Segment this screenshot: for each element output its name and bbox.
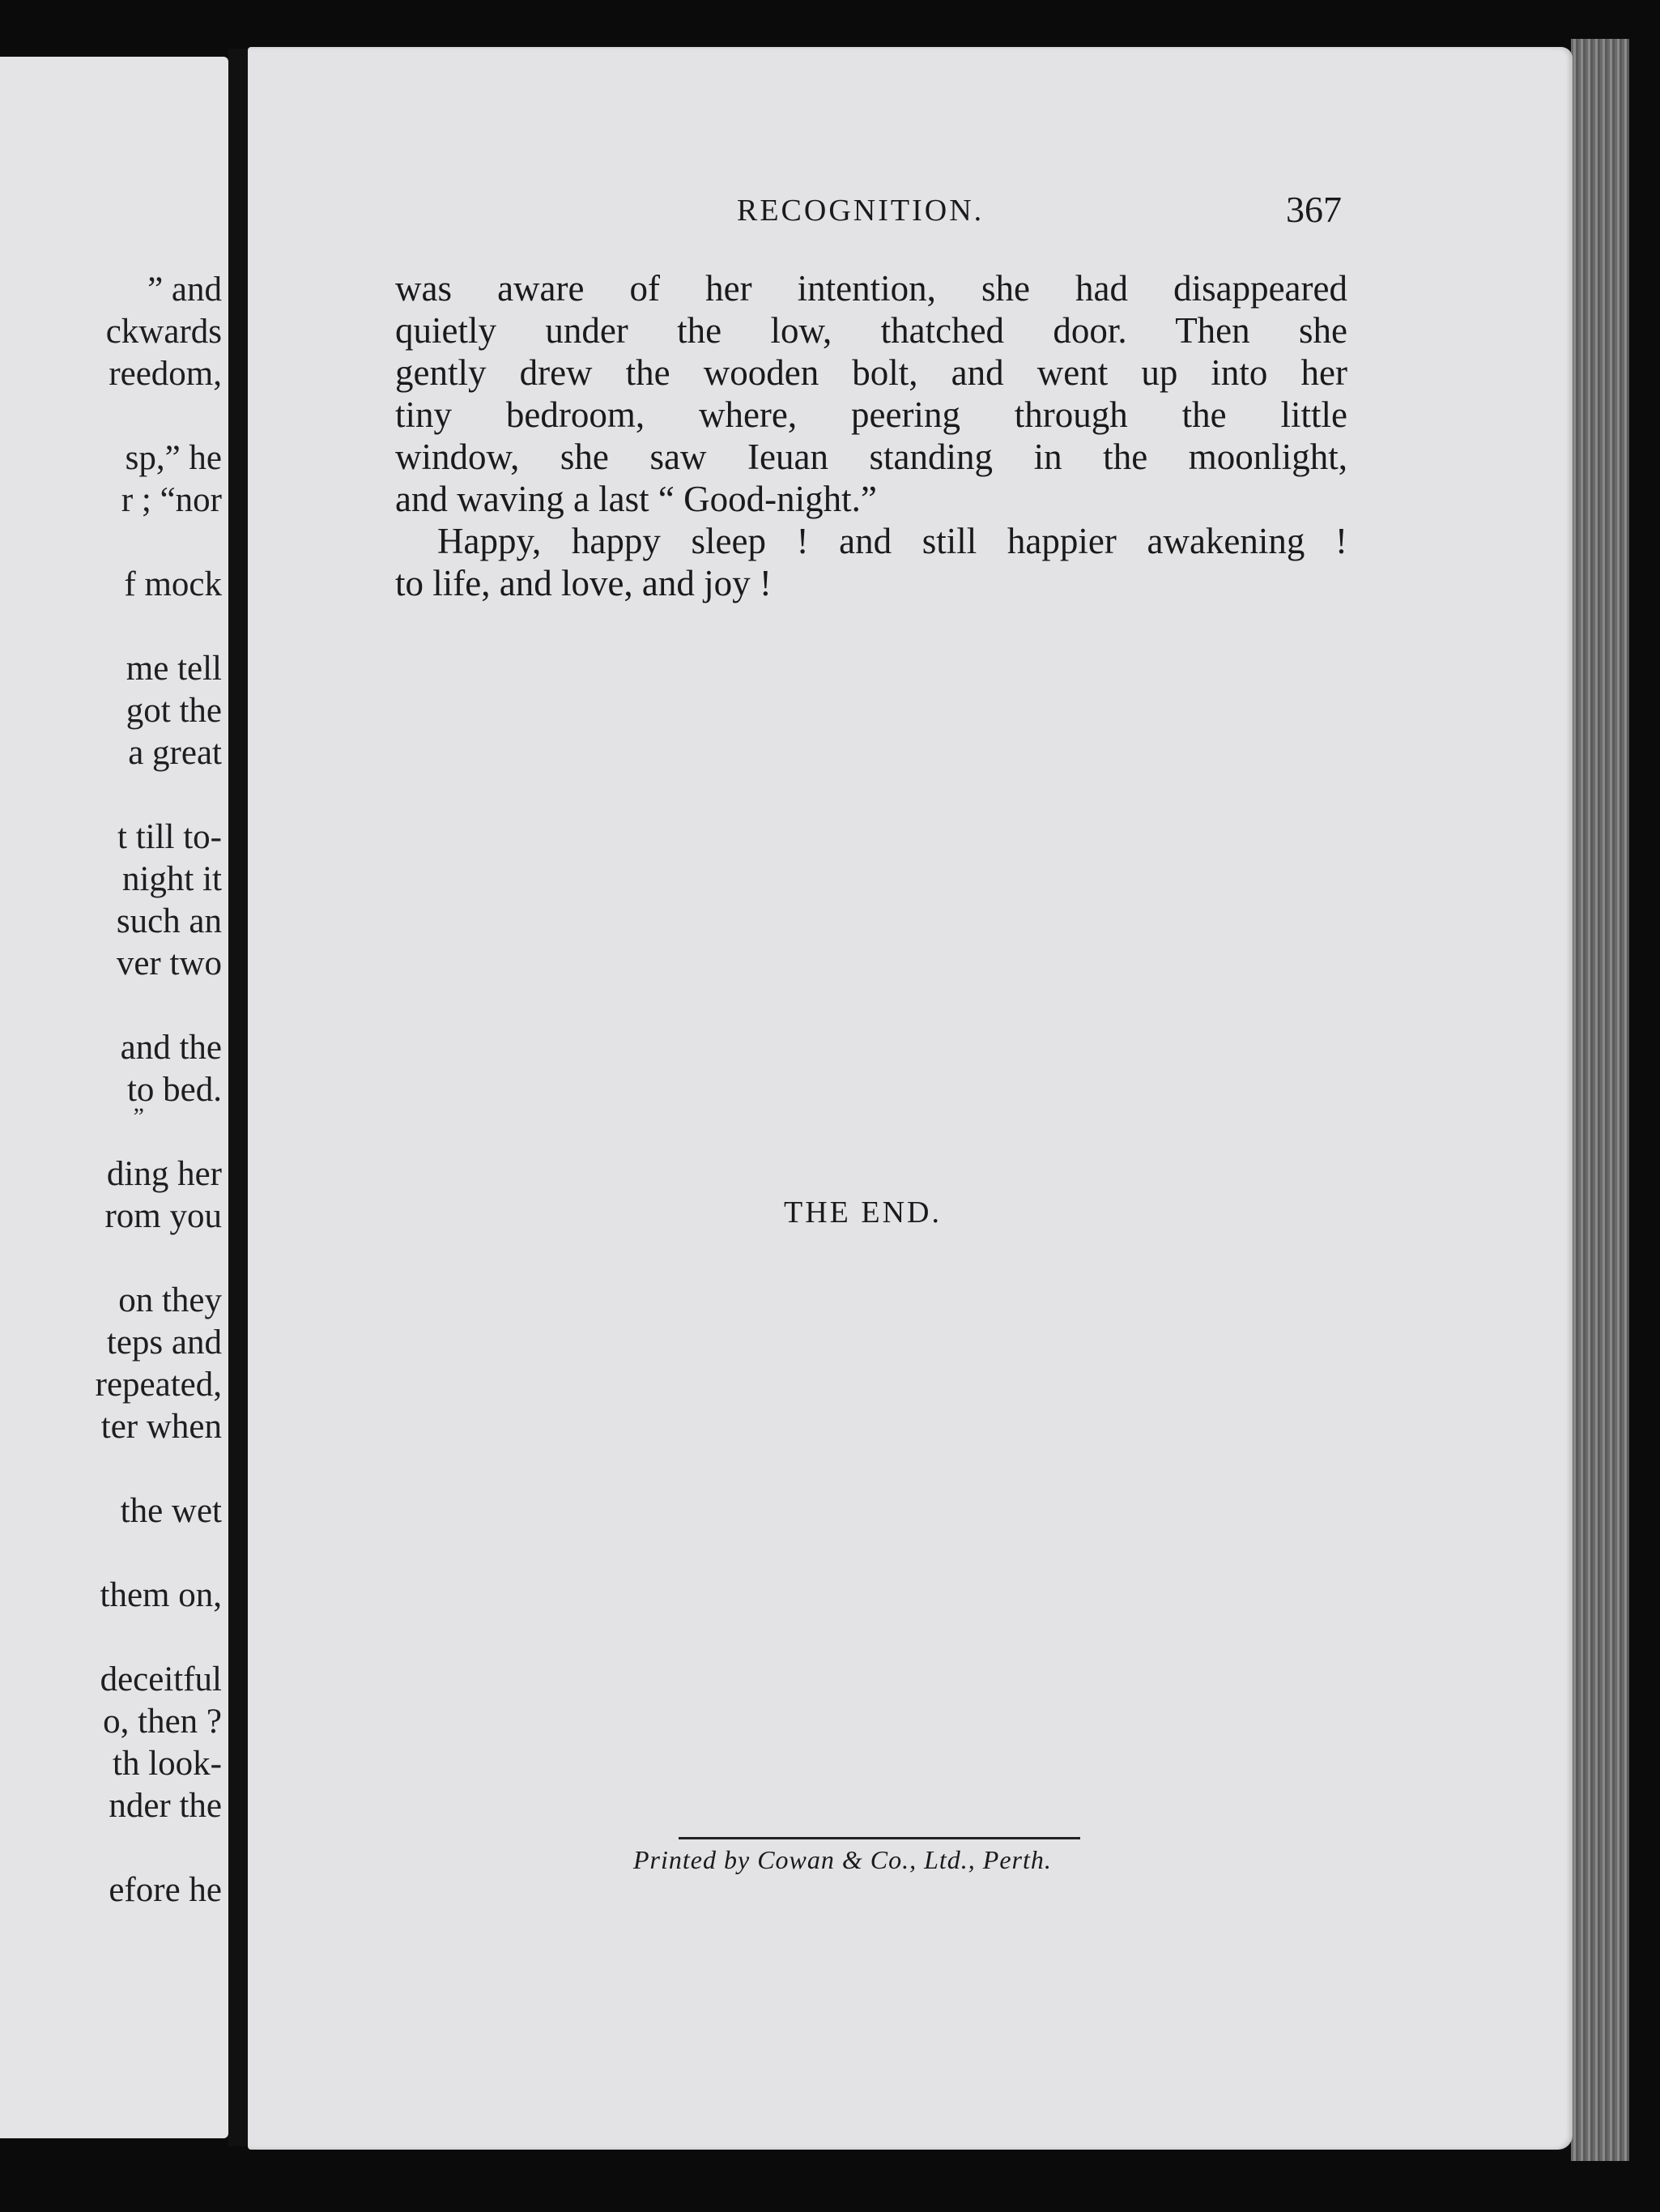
body-text — [395, 267, 1347, 604]
left-line: ver two — [116, 944, 222, 982]
left-line: f mock — [124, 565, 222, 603]
left-line: t till to- — [117, 818, 222, 856]
left-line: to bed. — [126, 1071, 222, 1109]
text-line: Happy, happy sleep ! and still happier awakening ! — [437, 521, 1347, 561]
left-line: ding her — [106, 1155, 222, 1193]
left-line: reedom, — [109, 355, 222, 393]
text-line: quietly under the low, thatched door. Then she — [395, 310, 1347, 351]
left-line: got the — [126, 692, 222, 730]
left-line: ” — [133, 1103, 144, 1130]
left-line: ckwards — [105, 313, 222, 351]
left-line: teps and — [106, 1323, 222, 1362]
left-line: r ; “nor — [121, 481, 222, 519]
text-line: and waving a last “ Good-night.” — [395, 479, 877, 519]
book-gutter — [228, 49, 249, 2146]
left-line: the wet — [120, 1492, 222, 1530]
text-line: tiny bedroom, where, peering through the little — [395, 394, 1347, 435]
running-head: RECOGNITION. — [737, 194, 985, 228]
left-line: night it — [121, 860, 222, 898]
the-end: THE END. — [784, 1196, 942, 1230]
left-line: nder the — [109, 1787, 222, 1825]
left-line: ter when — [100, 1408, 222, 1446]
left-line: efore he — [109, 1871, 222, 1909]
imprint-rule — [679, 1837, 1080, 1839]
left-line: o, then ? — [103, 1703, 222, 1741]
left-line: such an — [116, 902, 222, 940]
page-number: 367 — [1286, 189, 1342, 230]
left-line: me tell — [126, 650, 222, 688]
left-line: th look- — [113, 1745, 222, 1783]
page-edges — [1571, 39, 1629, 2161]
left-line: a great — [128, 734, 222, 772]
text-line: window, she saw Ieuan standing in the moonlight, — [395, 437, 1347, 477]
left-line: repeated, — [95, 1366, 222, 1404]
left-page — [0, 57, 228, 2138]
left-line: on they — [118, 1281, 222, 1319]
left-line: sp,” he — [125, 439, 222, 477]
left-line: ” and — [147, 271, 222, 309]
text-line: gently drew the wooden bolt, and went up into her — [395, 352, 1347, 393]
text-line: to life, and love, and joy ! — [395, 563, 772, 603]
left-line: and the — [120, 1029, 222, 1067]
left-line: them on, — [100, 1576, 222, 1614]
left-line: deceitful — [100, 1660, 222, 1698]
printer-imprint: Printed by Cowan & Co., Ltd., Perth. — [633, 1845, 1052, 1874]
left-line: rom you — [104, 1197, 222, 1235]
text-line: was aware of her intention, she had disappeared — [395, 268, 1347, 309]
